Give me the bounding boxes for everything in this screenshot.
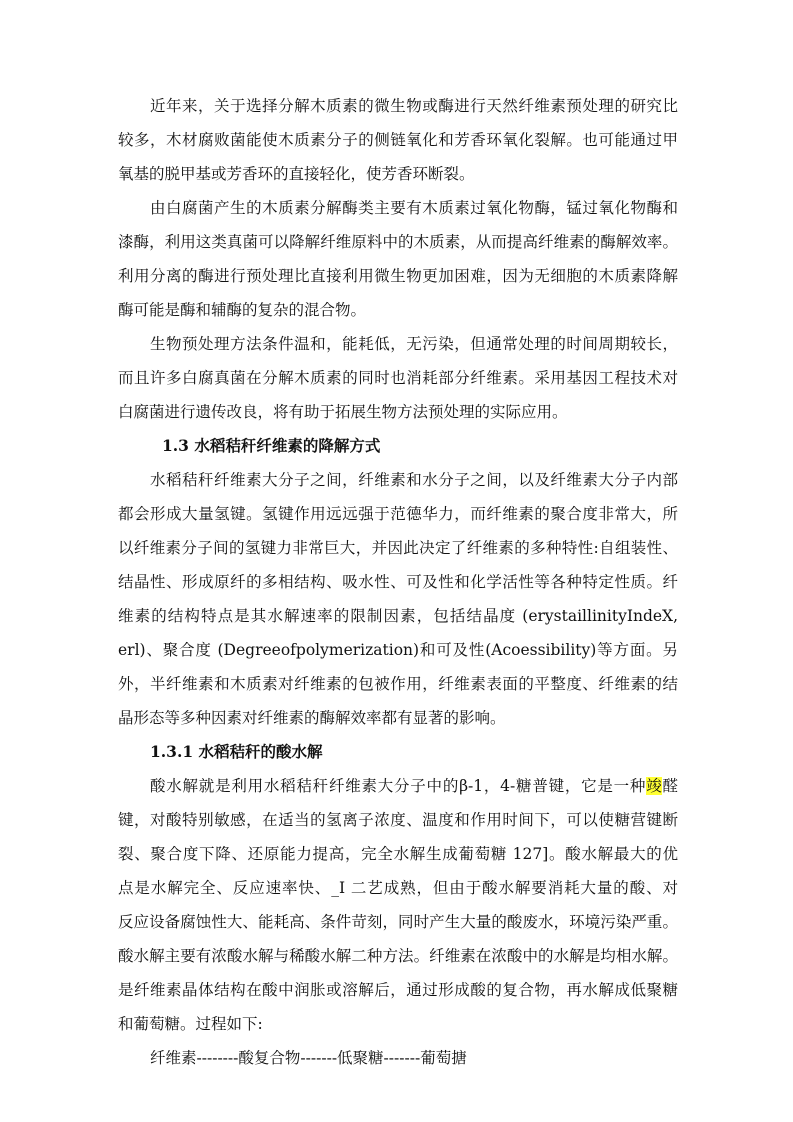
paragraph-2-line-4: 酶可能是酶和辅酶的复杂的混合物。 — [118, 301, 367, 319]
paragraph-5-line-6: 酸水解主要有浓酸水解与稀酸水解二种方法。纤维素在浓酸中的水解是均相水解。 — [118, 947, 678, 965]
section-heading-1-3: 1.3 水稻秸秆纤维素的降解方式 — [162, 436, 381, 455]
paragraph-4-line-3: 以纤维素分子间的氢键力非常巨大，并因此决定了纤维素的多种特性:自组装性、 — [118, 539, 678, 557]
highlighted-character: 竣 — [646, 777, 663, 795]
paragraph-4-line-6: erl)、聚合度 (Degreeofpolymerization)和可及性(Acoessibility)等方面。另 — [118, 641, 678, 659]
paragraph-4-line-2: 都会形成大量氢键。氢键作用远远强于范德华力，而纤维素的聚合度非常大，所 — [118, 505, 678, 523]
paragraph-5-line-1-start: 酸水解就是利用水稻秸秆纤维素大分子中的β-1，4-糖普键，它是一种 — [150, 777, 647, 795]
paragraph-5-line-5: 反应设备腐蚀性大、能耗高、条件苛刻，同时产生大量的酸废水，环境污染严重。 — [118, 913, 678, 931]
paragraph-5-line-3: 裂、聚合度下降、还原能力提高，完全水解生成葡萄糖 127]。酸水解最大的优 — [118, 845, 678, 863]
section-heading-1-3-1: 1.3.1 水稻秸秆的酸水解 — [150, 742, 323, 761]
paragraph-1-line-1: 近年来，关于选择分解木质素的微生物或酶进行天然纤维素预处理的研究比 — [150, 97, 678, 115]
paragraph-2-line-2: 漆酶，利用这类真菌可以降解纤维原料中的木质素，从而提高纤维素的酶解效率。 — [118, 233, 678, 251]
paragraph-5-line-1 — [150, 776, 678, 796]
paragraph-2-line-3: 利用分离的酶进行预处理比直接利用微生物更加困难，因为无细胞的木质素降解 — [118, 267, 678, 285]
paragraph-3-line-1: 生物预处理方法条件温和，能耗低，无污染，但通常处理的时间周期较长， — [150, 335, 678, 353]
paragraph-5-line-1-end: 醛 — [662, 777, 678, 795]
paragraph-4-line-7: 外，半纤维素和木质素对纤维素的包被作用，纤维素表面的平整度、纤维素的结 — [118, 675, 678, 693]
paragraph-5-line-7: 是纤维素晶体结构在酸中润胀或溶解后，通过形成酸的复合物，再水解成低聚糖 — [118, 981, 678, 999]
paragraph-5-line-8: 和葡萄糖。过程如下: — [118, 1015, 263, 1033]
paragraph-4-line-5: 维素的结构特点是其水解速率的限制因素，包括结晶度 (erystaillinityIndeX, — [118, 607, 678, 625]
paragraph-3-line-2: 而且许多白腐真菌在分解木质素的同时也消耗部分纤维素。采用基因工程技术对 — [118, 369, 678, 387]
paragraph-1-line-2: 较多，木材腐败菌能使木质素分子的侧链氧化和芳香环氧化裂解。也可能通过甲 — [118, 131, 678, 149]
paragraph-5-line-4: 点是水解完全、反应速率快、_I 二艺成熟，但由于酸水解要消耗大量的酸、对 — [118, 879, 678, 897]
paragraph-4-line-4: 结晶性、形成原纤的多相结构、吸水性、可及性和化学活性等各种特定性质。纤 — [118, 573, 678, 591]
paragraph-4-line-8: 晶形态等多种因素对纤维素的酶解效率都有显著的影响。 — [118, 709, 506, 727]
paragraph-4-line-1: 水稻秸秆纤维素大分子之间，纤维素和水分子之间，以及纤维素大分子内部 — [150, 471, 678, 489]
paragraph-2-line-1: 由白腐菌产生的木质素分解酶类主要有木质素过氧化物酶，锰过氧化物酶和 — [150, 199, 678, 217]
process-flow-line: 纤维素--------酸复合物-------低聚糖-------葡萄搪 — [150, 1049, 467, 1067]
paragraph-5-line-2: 键，对酸特别敏感，在适当的氢离子浓度、温度和作用时间下，可以使糖营键断 — [118, 811, 678, 829]
paragraph-3-line-3: 白腐菌进行遗传改良，将有助于拓展生物方法预处理的实际应用。 — [118, 403, 568, 421]
paragraph-1-line-3: 氧基的脱甲基或芳香环的直接轻化，使芳香环断裂。 — [118, 165, 475, 183]
